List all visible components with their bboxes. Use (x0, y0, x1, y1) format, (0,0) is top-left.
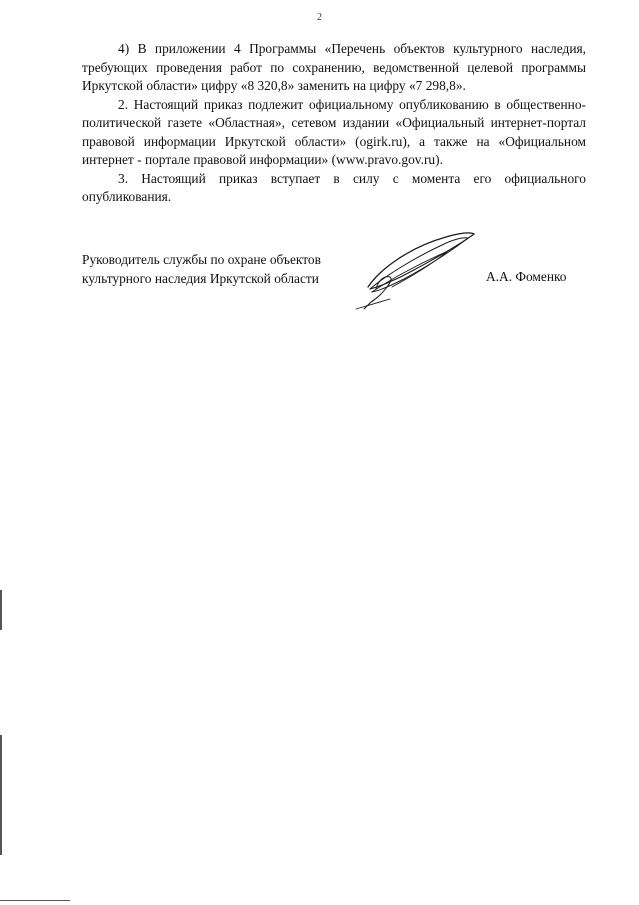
signer-position-line-2: культурного наследия Иркутской области (82, 270, 319, 286)
handwritten-signature (350, 229, 482, 311)
signature-block (82, 251, 586, 311)
scan-edge-mark (0, 735, 2, 855)
signer-name: А.А. Фоменко (486, 269, 567, 284)
paragraph-effective-date: 3. Настоящий приказ вступает в силу с момента его официального опубликования. (82, 170, 586, 204)
scan-edge-mark (0, 590, 2, 630)
document-body (82, 40, 586, 207)
signer-position-line-1: Руководитель службы по охране объектов (82, 252, 321, 267)
signer-position (82, 251, 362, 288)
paragraph-publication: 2. Настоящий приказ подлежит официальному опубликованию в общественно-политической газете «Областная», сетевом издании «Официальный интернет-портал правовой информации Иркутской области» (ogirk.ru), а также на «Официальном интернет - портале правовой информации» (www.pravo.gov.ru). (82, 96, 586, 167)
page-number: 2 (317, 12, 322, 23)
paragraph-amendment-4: 4) В приложении 4 Программы «Перечень объектов культурного наследия, требующих проведения работ по сохранению, ведомственной целевой программы Иркутской области» цифру «8 320,8» заменить на цифру «7 298,8». (82, 41, 586, 93)
scan-edge-mark (0, 900, 70, 901)
